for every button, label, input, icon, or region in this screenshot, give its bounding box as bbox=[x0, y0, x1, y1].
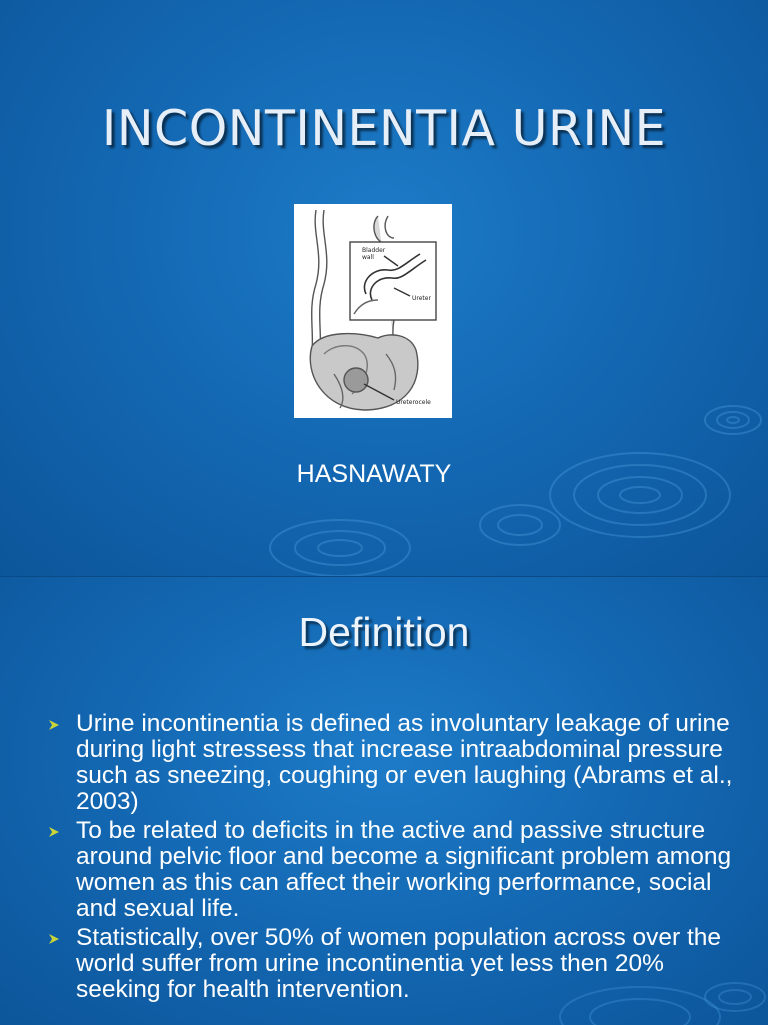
arrow-bullet-icon bbox=[48, 719, 60, 731]
arrow-bullet-icon bbox=[48, 826, 60, 838]
bullet-text: Statistically, over 50% of women population across over the world suffer from urine incontinentia yet less then 20% seeking for health intervention. bbox=[76, 924, 722, 1003]
slide-title: Definition bbox=[298, 609, 470, 655]
definition-slide bbox=[0, 576, 768, 1025]
slide-title: INCONTINENTIA URINE bbox=[101, 100, 667, 157]
list-item bbox=[48, 711, 748, 815]
author-name: HASNAWATY bbox=[296, 460, 452, 488]
figure-label-ureterocele: Ureterocele bbox=[396, 399, 431, 406]
bullet-text: Urine incontinentia is defined as involuntary leakage of urine during light stressess that increase intraabdominal pressure such as sneezing, coughing or even laughing (Abrams et al., 2003) bbox=[76, 710, 733, 815]
list-item bbox=[48, 818, 748, 922]
list-item bbox=[48, 925, 748, 1003]
figure-label-ureter: Ureter bbox=[412, 295, 431, 302]
bullet-text: To be related to deficits in the active and passive structure around pelvic floor and become a significant problem among women as this can affect their working performance, social and sexual life. bbox=[76, 817, 732, 922]
ureterocele-illustration bbox=[294, 204, 452, 418]
figure-label-wall: wall bbox=[362, 254, 374, 261]
figure-label-bladder: Bladder bbox=[362, 247, 386, 254]
definition-bullet-list bbox=[48, 711, 748, 1006]
arrow-bullet-icon bbox=[48, 933, 60, 945]
